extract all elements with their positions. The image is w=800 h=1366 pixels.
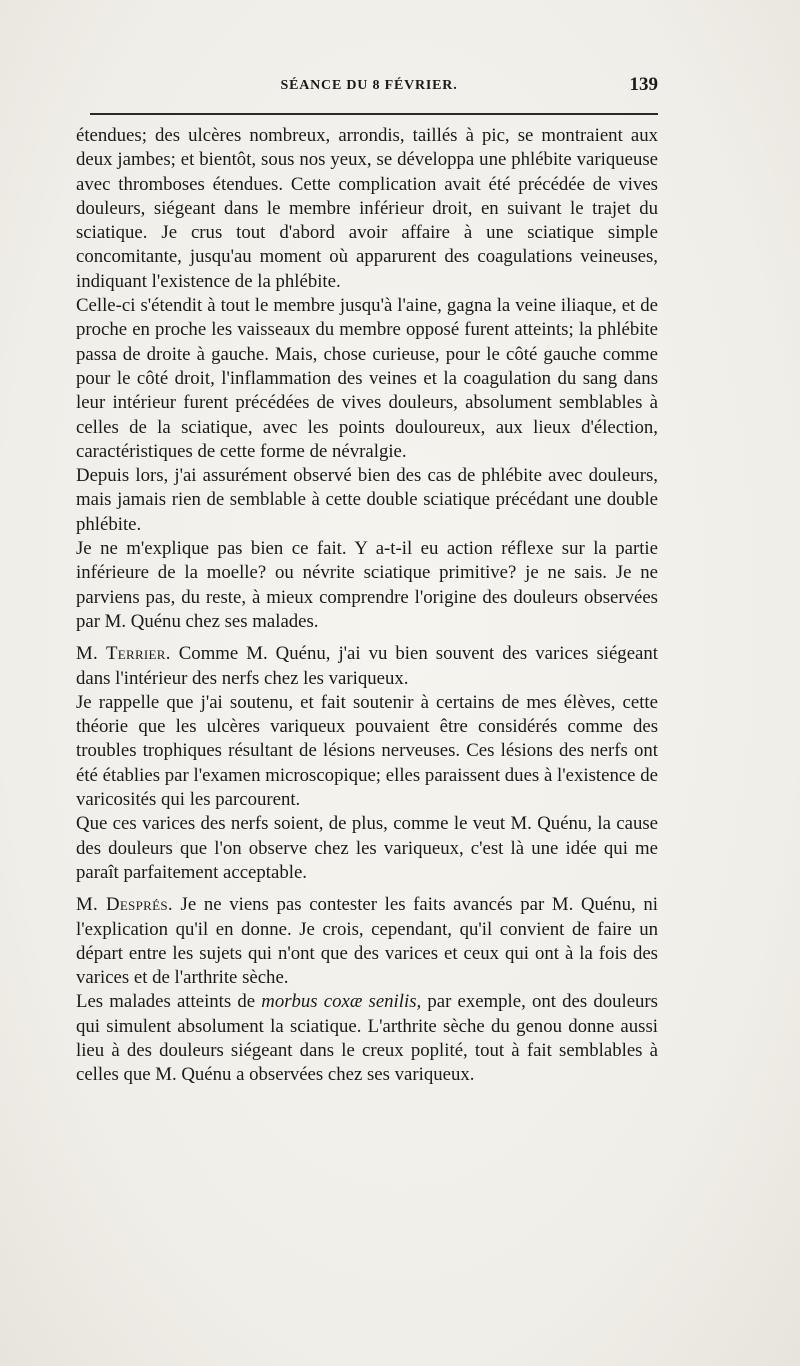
paragraph-9 bbox=[76, 990, 658, 1087]
page-header bbox=[78, 76, 660, 100]
paragraph-despres-text: Je ne viens pas contester les faits avancés par M. Quénu, ni l'explication qu'il en donne. Je crois, cependant, qu'il convient de faire un départ entre les sujets qui n'ont que des varices et ceux qui ont à la fois des varices et de l'arthrite sèche. bbox=[76, 894, 658, 989]
header-rule bbox=[90, 113, 658, 115]
paragraph-9-text-after: par exemple, ont des douleurs qui simulent absolument la sciatique. L'arthrite sèche du genou donne aussi lieu à des douleurs siégeant dans le creux poplité, tout à fait semblables à celles que M. Quénu a observées chez ses variqueux. bbox=[76, 991, 658, 1086]
paragraph-terrier bbox=[76, 642, 658, 691]
paragraph-2 bbox=[76, 294, 658, 464]
latin-term: morbus coxæ senilis, bbox=[261, 991, 422, 1013]
speaker-despres: M. Després. bbox=[76, 894, 173, 916]
paragraph-6-text: Je rappelle que j'ai soutenu, et fait soutenir à certains de mes élèves, cette théorie que les ulcères variqueux pouvaient être considérés comme des troubles trophiques résultant de lésions nerveuses. Ces lésions des nerfs ont été établies par l'examen microscopique; elles paraissent dues à l'existence de varicosités qui les parcourent. bbox=[76, 691, 658, 811]
paragraph-terrier-text: Comme M. Quénu, j'ai vu bien souvent des varices siégeant dans l'intérieur des nerfs chez les variqueux. bbox=[76, 643, 658, 689]
paragraph-3 bbox=[76, 464, 658, 537]
paragraph-3-text: Depuis lors, j'ai assurément observé bien des cas de phlébite avec douleurs, mais jamais rien de semblable à cette double sciatique précédant une double phlébite. bbox=[76, 465, 658, 535]
paragraph-despres bbox=[76, 893, 658, 990]
paragraph-9-text-before: Les malades atteints de bbox=[76, 991, 262, 1013]
paragraph-4 bbox=[76, 537, 658, 634]
page-number: 139 bbox=[629, 74, 658, 95]
speaker-terrier: M. Terrier. bbox=[76, 643, 171, 665]
paragraph-7 bbox=[76, 812, 658, 885]
paragraph-4-text: Je ne m'explique pas bien ce fait. Y a-t-il eu action réflexe sur la partie inférieure de la moelle? ou névrite sciatique primitive? je ne sais. Je ne parviens pas, du reste, à mieux comprendre l'origine des douleurs observées par M. Quénu chez ses malades. bbox=[76, 538, 658, 632]
paragraph-2-text: Celle-ci s'étendit à tout le membre jusqu'à l'aine, gagna la veine iliaque, et de proche en proche les vaisseaux du membre opposé furent atteints; la phlébite passa de droite à gauche. Mais, chose curieuse, pour le côté gauche comme pour le côté droit, l'inflammation des veines et la coagulation du sang dans leur intérieur furent précédées de vives douleurs, absolument semblables à celles de la sciatique, avec les points douloureux, aux lieux d'élection, caractéristiques de cette forme de névralgie. bbox=[76, 295, 658, 462]
running-head: SÉANCE DU 8 FÉVRIER. bbox=[280, 78, 458, 93]
paragraph-7-text: Que ces varices des nerfs soient, de plus, comme le veut M. Quénu, la cause des douleurs que l'on observe chez les variqueux, c'est là une idée qui me paraît parfaitement acceptable. bbox=[76, 813, 658, 883]
paragraph-6 bbox=[76, 691, 658, 812]
paragraph-1 bbox=[76, 124, 658, 294]
body-text bbox=[76, 124, 658, 1088]
paragraph-1-text: étendues; des ulcères nombreux, arrondis, taillés à pic, se montraient aux deux jambes; et bientôt, sous nos yeux, se développa une phlébite variqueuse avec thromboses étendues. Cette complication avait été précédée de vives douleurs, siégeant dans le membre inférieur droit, en suivant le trajet du sciatique. Je crus tout d'abord avoir affaire à une sciatique simple concomitante, jusqu'au moment où apparurent des coagulations veineuses, indiquant l'existence de la phlébite. bbox=[76, 125, 658, 292]
